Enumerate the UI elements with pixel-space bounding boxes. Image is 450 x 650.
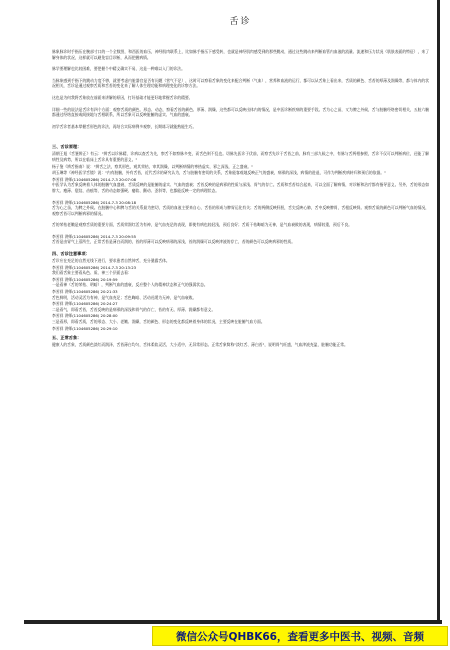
post-text: 舌为心之苗，为脾之外候。在脏腑中心和脾与舌的关系最为密切，舌质的血液主要来自心，舌苔的形成与脾胃运化有关；舌的两侧反映肝胆，舌尖反映心肺，舌中反映脾胃，舌根反映肾。观察舌质的颜色可以判断气血的情况，观察舌苔可以判断病邪的情况。 <box>52 205 429 216</box>
post-author: 李芳祥 讲师(1104605286) <box>52 313 100 319</box>
intro-paragraph-3: 当脉象感到手指下的跳动力度不够，就要考虑内脏器官是否有问题（营气不足），这时可以察看舌象的变化来配合判断（气血），营养和血液的运行，都可以从舌象上看出来，舌质的颜色、舌苔的厚薄及润燥等，都与体内的状况相关，舌诊是通过观察舌质和舌苔的变化来了解人体生理功能和病理变化的诊察方法。 <box>52 77 429 89</box>
post-author: 李芳祥 讲师(1104605286) <box>52 289 100 295</box>
post-time: 2014-7-3 20:09:55 <box>100 233 137 239</box>
section-paragraph: 杨子鉴《辨舌指南》说："辨舌之法，察其形色，观其荣枯，审其润燥，以判断病情的寒热虚实，邪之深浅，正之盛衰。" <box>52 163 253 169</box>
page-shadow <box>24 620 442 624</box>
post-time: 20:21:33 <box>100 289 118 295</box>
document-page <box>22 0 440 620</box>
post-text: 二是看气，即看舌苔，舌苔反映的是病邪的深浅和胃气的存亡，苔的有无、厚薄、润燥都有意义。 <box>52 306 216 312</box>
intro-paragraph-1: 脉象脉诊时手指压在腕部寸口的一个全数图，和西医的血压，神经肌肉联系上，比如脉手指压下感受转，也就是神经肌肉感受到的那些跳动，通过这些跳动来判断血管内血液的流量、流速和压力状况（肌肤表面的特征），来了解身体的状况，这样就可以避免盲目诊断，从而把握病情。 <box>52 49 429 60</box>
section-heading-notes: 四、舌诊注意事项： <box>52 251 90 257</box>
post-text: 中医学认为舌象反映着人体的脏腑气血盛衰，舌质反映的是脏腑的虚实、气血的盛衰；舌苔反映的是病邪的性质与深浅、胃气的存亡。舌质和舌苔综合起来，可以全面了解病情，对诊断和治疗都有指导意义。另外，舌的形态如胖大、瘦薄、裂纹、齿痕等，舌的动态如强硬、痿软、颤动、歪斜等，也都能反映一定的病理状态。 <box>52 182 429 193</box>
post-text: 三是看形，即看舌质，舌的形态、大小、老嫩、润燥，舌的颜色、形态的变化都反映着身体的状况，主要反映在脏腑气血方面。 <box>52 319 265 324</box>
intro-paragraph-6: 初学舌诊者基本掌握舌形色的诊法，再结合实际病例多观察，长期练习就能熟能生巧。 <box>52 123 197 129</box>
post-author: 李芳祥 讲师(1104605286) <box>52 199 100 205</box>
post-time: 20:28:00 <box>100 313 118 319</box>
intro-paragraph-4: 这也是为何我将舌象放在前面来讲解的原因，打好基础才能更好地掌握舌诊的精要。 <box>52 94 193 100</box>
post-author: 李芳祥 讲师(1104605286) <box>52 325 100 331</box>
section-intro: 舌诊应在充足的自然光线下进行，要求患者自然伸舌，充分暴露舌体。 <box>52 258 170 264</box>
post-text: 舌苔是由胃气上蒸所生，正常舌苔是薄白而润的，苔的厚薄可以反映病邪的深浅，苔的润燥可以反映津液的存亡，苔的颜色可以反映病邪的性质。 <box>52 239 295 245</box>
section-heading-principle: 三、舌诊原理： <box>52 144 82 150</box>
post-time: 20:19:59 <box>100 276 118 282</box>
post-author: 李芳祥 讲师(1104605286) <box>52 176 100 182</box>
section-heading-normal: 五、正常舌象： <box>52 335 82 341</box>
post-time: 2014-7-3 20:13:23 <box>100 264 137 270</box>
post-text: 一是看神（舌的荣枯、明暗），判断气血的盛衰，反应整个人的精神状态和正气的强弱状态。 <box>52 282 208 288</box>
post-time: 20:24:27 <box>100 301 118 307</box>
post-time: 20:29:10 <box>100 325 118 331</box>
section-text: 健康人的舌象，舌质颜色淡红而润泽，舌苔薄白均匀，舌体柔软灵活，大小适中，无异常形态。正常舌象简称"淡红舌、薄白苔"，说明胃气旺盛，气血津液充盈，脏腑功能正常。 <box>52 342 348 348</box>
wechat-banner: 微信公众号QHBK66，查看更多中医书、视频、音频 <box>152 626 448 646</box>
post-text: 我们看舌象主要看从色、质、神三个层面去看： <box>52 270 132 276</box>
post-author: 李芳祥 讲师(1104605286) <box>52 233 100 239</box>
page-title: 舌诊 <box>229 17 252 27</box>
post-text: 舌色鲜明，活动灵活为有神，是气血充足；舌色晦暗、活动迟缓为无神，是气血衰败。 <box>52 294 197 300</box>
post-text: 舌的荣枯老嫩是观察舌质的重要方面，舌质荣润红活为有神，是气血充足的表现，即使有病也较轻浅，预后良好；舌质干枯晦暗为无神，是气血衰败的表现，病情较重，预后不良。 <box>52 222 352 228</box>
post-time: 2014-7-3 20:08:18 <box>100 199 137 205</box>
intro-paragraph-5: 详细一些的说法是舌诊有四个方面：观察舌质的颜色、形态、动态，察看舌苔的颜色、厚薄、润燥，这些都可以反映出体内的情况，是中医诊断疾病的重要手段。舌为心之苗，又为脾之外候，舌与脏腑经络密切相关，五脏六腑都通过经络直接或间接地与舌相联系，所以舌象可以反映脏腑的虚实、气血的盛衰。 <box>52 106 429 118</box>
post-author: 李芳祥 讲师(1104605286) <box>52 264 100 270</box>
intro-paragraph-2: 脉学要理解也比较困难，要把握个中精义确实不易，这是一种难以入门的诊法。 <box>52 66 185 72</box>
post-author: 李芳祥 讲师(1104605286) <box>52 276 100 282</box>
section-paragraph: 胡玉琳等《神经医学舌镜》说："内有脏腑，外有舌苔，近代舌诊的研究认为，舌与脏腑有密切的关系，舌象能客观地反映正气的盛衰，病邪的深浅，病情的进退，可作为判断疾病转归和预后的依据。" <box>52 170 386 176</box>
post-author: 李芳祥 讲师(1104605286) <box>52 301 100 307</box>
section-paragraph: 清朝王旭《舌鉴辨正》有云："辨舌以诊脉精，诊病以查舌为先，察舌不如察脉多变，而舌色则不乱也。切脉先医诊于伏前，而察舌先诊于舌苔之前，脉有三部九候之中，有脉与舌两相参照，舌诊不仅可以判断病位，还能了解病性及病势，所以在临床上舌诊具有重要的意义。" <box>52 151 429 162</box>
post-time: 2014-7-3 20:07:08 <box>100 176 137 182</box>
